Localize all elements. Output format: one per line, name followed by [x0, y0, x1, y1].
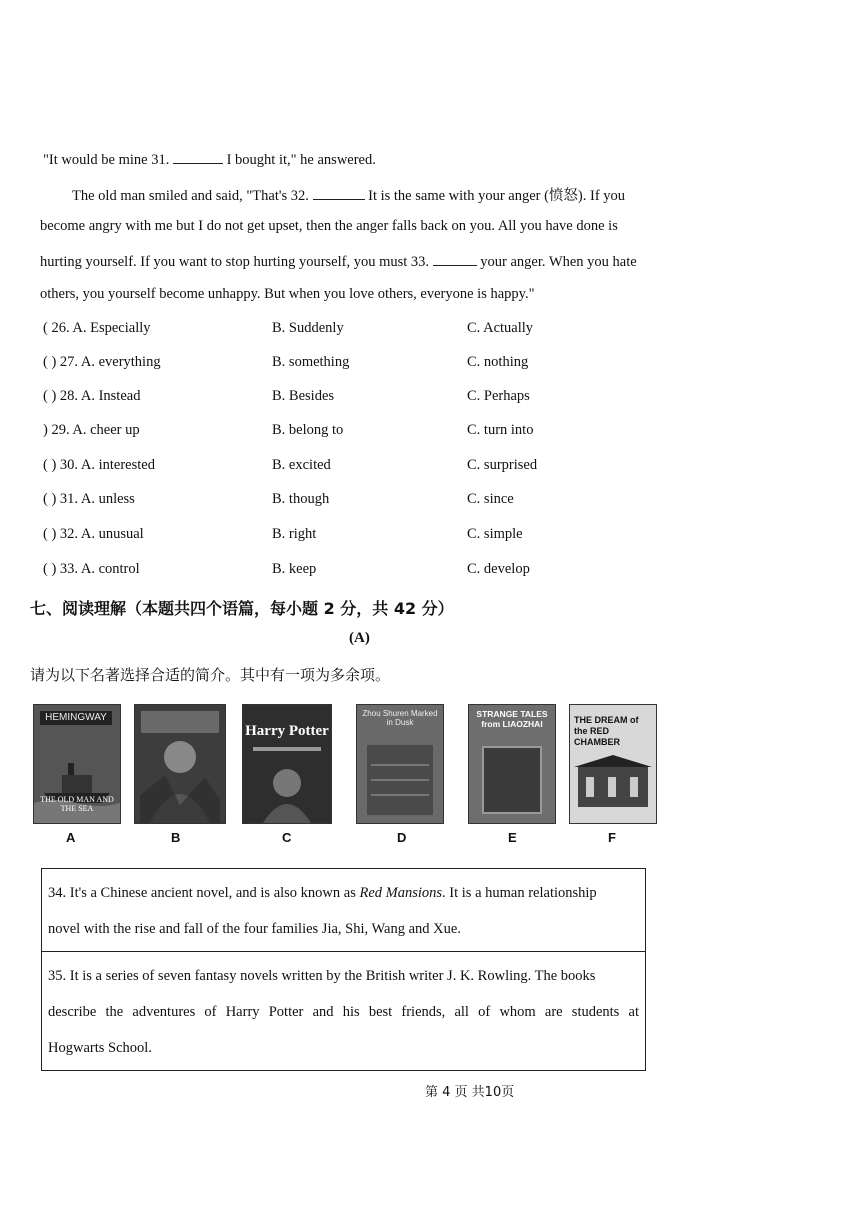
- description-emphasis: Red Mansions: [359, 885, 443, 901]
- answer-blank-32[interactable]: [313, 186, 365, 200]
- cover-label-e: E: [508, 830, 517, 845]
- option-a[interactable]: ( ) 33. A. control: [43, 561, 140, 577]
- cover-label-d: D: [397, 830, 407, 845]
- option-a[interactable]: ( 26. A. Especially: [43, 320, 151, 336]
- description-34: [42, 869, 645, 952]
- passage-line-4: [40, 252, 637, 271]
- cover-title: THE OLD MAN AND THE SEA: [40, 795, 114, 813]
- cover-title: Harry Potter: [245, 723, 329, 739]
- passage-line-1: [43, 150, 376, 169]
- cover-title: STRANGE TALES from LIAOZHAI: [476, 709, 548, 729]
- book-cover-b: [134, 704, 226, 824]
- option-a[interactable]: ( ) 27. A. everything: [43, 354, 161, 370]
- cover-label-a: A: [66, 830, 76, 845]
- cover-title: Zhou Shuren Marked in Dusk: [362, 709, 438, 727]
- option-c[interactable]: C. nothing: [467, 354, 529, 370]
- option-c[interactable]: C. surprised: [467, 457, 538, 473]
- option-b[interactable]: B. right: [272, 526, 317, 542]
- option-a[interactable]: ( ) 31. A. unless: [43, 491, 135, 507]
- description-text: 34. It's a Chinese ancient novel, and is also known as: [48, 885, 360, 901]
- option-c[interactable]: C. develop: [467, 561, 530, 577]
- answer-blank-31[interactable]: [173, 150, 223, 164]
- wizard-illustration: [243, 705, 331, 823]
- passage-text: It is the same with your anger (愤怒). If you: [368, 188, 626, 204]
- palace-illustration: [570, 705, 656, 823]
- cover-label-c: C: [282, 830, 292, 845]
- option-a[interactable]: ( ) 28. A. Instead: [43, 388, 141, 404]
- option-c[interactable]: C. turn into: [467, 422, 534, 438]
- option-b[interactable]: B. though: [272, 491, 330, 507]
- cover-title: THE DREAM of the RED CHAMBER: [574, 715, 639, 747]
- option-c[interactable]: C. since: [467, 491, 514, 507]
- option-b[interactable]: B. something: [272, 354, 350, 370]
- option-a[interactable]: ( ) 30. A. interested: [43, 457, 155, 473]
- option-c[interactable]: C. Perhaps: [467, 388, 530, 404]
- descriptions-table: [41, 868, 646, 1071]
- description-35: [42, 952, 645, 1070]
- description-line: describe the adventures of Harry Potter and his best friends, all of whom are students at: [48, 1004, 639, 1020]
- passage-text: hurting yourself. If you want to stop hurting yourself, you must 33.: [40, 254, 430, 270]
- description-line: [48, 875, 639, 911]
- passage-text: The old man smiled and said, "That's 32.: [72, 188, 309, 204]
- passage-line-5: others, you yourself become unhappy. But when you love others, everyone is happy.": [40, 286, 535, 302]
- option-b[interactable]: B. Besides: [272, 388, 335, 404]
- page-footer: 第 4 页 共10页: [425, 1085, 515, 1100]
- passage-line-2: [72, 184, 625, 205]
- frame-illustration: [469, 705, 555, 823]
- description-line: novel with the rise and fall of the four families Jia, Shi, Wang and Xue.: [48, 921, 461, 937]
- section-heading: 七、阅读理解（本题共四个语篇，每小题 2 分，共 42 分）: [30, 599, 454, 618]
- option-a[interactable]: ) 29. A. cheer up: [43, 422, 140, 438]
- option-b[interactable]: B. excited: [272, 457, 331, 473]
- subsection-label: (A): [349, 630, 370, 646]
- book-cover-f: [569, 704, 657, 824]
- figure-illustration: [135, 705, 225, 823]
- passage-text: your anger. When you hate: [480, 254, 637, 270]
- passage-text: I bought it," he answered.: [226, 152, 376, 168]
- book-cover-a: [33, 704, 121, 824]
- option-b[interactable]: B. keep: [272, 561, 317, 577]
- passage-line-3: become angry with me but I do not get upset, then the anger falls back on you. All you have done is: [40, 218, 618, 234]
- option-a[interactable]: ( ) 32. A. unusual: [43, 526, 144, 542]
- instruction-text: 请为以下名著选择合适的简介。其中有一项为多余项。: [30, 666, 391, 684]
- book-cover-e: [468, 704, 556, 824]
- answer-blank-33[interactable]: [433, 252, 477, 266]
- option-b[interactable]: B. belong to: [272, 422, 344, 438]
- description-line: 35. It is a series of seven fantasy novels written by the British writer J. K. Rowling. The books: [48, 968, 596, 984]
- pattern-illustration: [357, 705, 443, 823]
- cover-label-f: F: [608, 830, 616, 845]
- description-text: . It is a human relationship: [442, 885, 597, 901]
- book-cover-c: [242, 704, 332, 824]
- option-b[interactable]: B. Suddenly: [272, 320, 344, 336]
- option-c[interactable]: C. Actually: [467, 320, 534, 336]
- cover-author: HEMINGWAY: [40, 711, 112, 725]
- cover-label-b: B: [171, 830, 181, 845]
- book-cover-d: [356, 704, 444, 824]
- option-c[interactable]: C. simple: [467, 526, 523, 542]
- passage-text: "It would be mine 31.: [43, 152, 170, 168]
- description-line: Hogwarts School.: [48, 1040, 152, 1056]
